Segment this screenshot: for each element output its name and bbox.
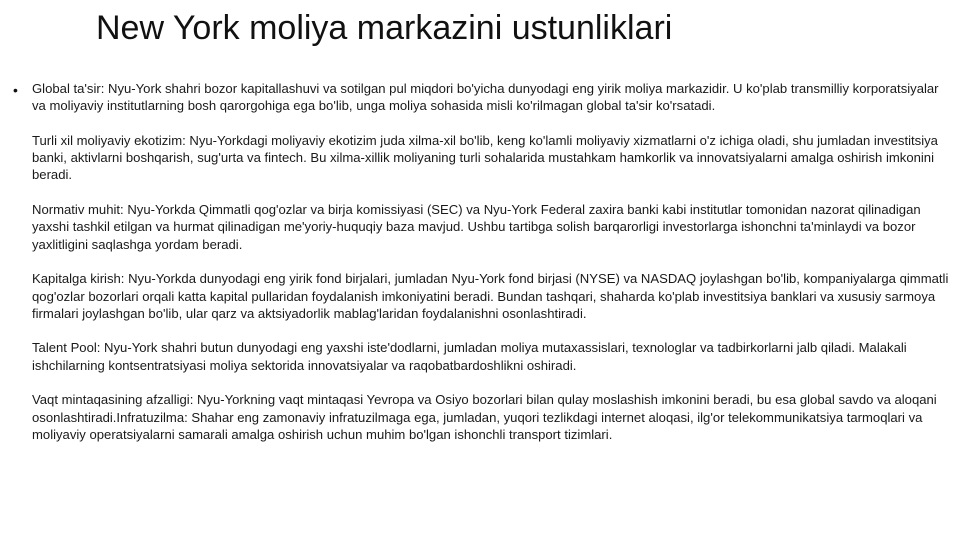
paragraph-financial-ecosystem: Turli xil moliyaviy ekotizim: Nyu-Yorkdagi moliyaviy ekotizim juda xilma-xil bo'lib, keng ko'lamli moliyaviy xizmatlarni o'z ichiga oladi, shu jumladan investitsiya banki, aktivlarni boshqarish, sug'urta va fintech. Bu xilma-xillik moliyaning turli sohalarida mustahkam hamkorlik va innovatsiyalarni amalga oshirish imkonini beradi. — [32, 132, 938, 183]
paragraph-regulatory-environment: Normativ muhit: Nyu-Yorkda Qimmatli qog'ozlar va birja komissiyasi (SEC) va Nyu-York Federal zaxira banki kabi institutlar tomonidan nazorat qilinadigan yaxshi tashkil etilgan va hurmat qilinadigan me'yoriy-huquqiy baza mavjud. Ushbu tartibga solish barqarorligi investorlarga ishonchni ta'minlaydi va bozor yaxlitligini saqlashga yordam beradi. — [32, 202, 921, 252]
paragraph-capital-access: Kapitalga kirish: Nyu-Yorkda dunyodagi eng yirik fond birjalari, jumladan Nyu-York fond birjasi (NYSE) va NASDAQ joylashgan bo'lib, kompaniyalarga qimmatli qog'ozlar bozorlari orqali katta kapital pullaridan foydalanish imkoniyatini beradi. Bundan tashqari, shaharda ko'plab investitsiya banklari va xususiy sarmoya firmalari joylashgan bo'lib, ular qarz va aktsiyadorlik mablag'laridan foydalanishni osonlashtiradi. — [32, 271, 949, 321]
paragraph-time-zone-infrastructure: Vaqt mintaqasining afzalligi: Nyu-Yorkning vaqt mintaqasi Yevropa va Osiyo bozorlari bilan qulay moslashish imkonini beradi, bu esa global savdo va aloqani osonlashtiradi.Infratuzilma: Shahar eng zamonaviy infratuzilmaga ega, jumladan, yuqori tezlikdagi internet aloqasi, ilg'or telekommunikatsiya tarmoqlari va moliyaviy operatsiyalarni samarali amalga oshirish uchun muhim bo'lgan ishonchli transport tizimlari. — [32, 392, 937, 442]
bullet-dot-icon: • — [13, 82, 18, 98]
paragraph-talent-pool: Talent Pool: Nyu-York shahri butun dunyodagi eng yaxshi iste'dodlarni, jumladan moliya mutaxassislari, texnologlar va tadbirkorlarni jalb qiladi. Malakali ishchilarning kontsentratsiyasi moliya sektorida innovatsiyalar va raqobatbardoshlikni oshiradi. — [32, 340, 907, 373]
paragraph-global-influence: Global ta'sir: Nyu-York shahri bozor kapitallashuvi va sotilgan pul miqdori bo'yicha dunyodagi eng yirik moliya markazidir. U ko'plab transmilliy korporatsiyalar va moliyaviy institutlarning bosh qarorgohiga ega bo'lib, unga moliya sohasida misli ko'rilmagan global ta'sir ko'rsatadi. — [32, 81, 939, 114]
slide-title: New York moliya markazini ustunliklari — [96, 9, 673, 47]
bullet-item — [12, 80, 952, 443]
slide-body — [12, 80, 952, 443]
